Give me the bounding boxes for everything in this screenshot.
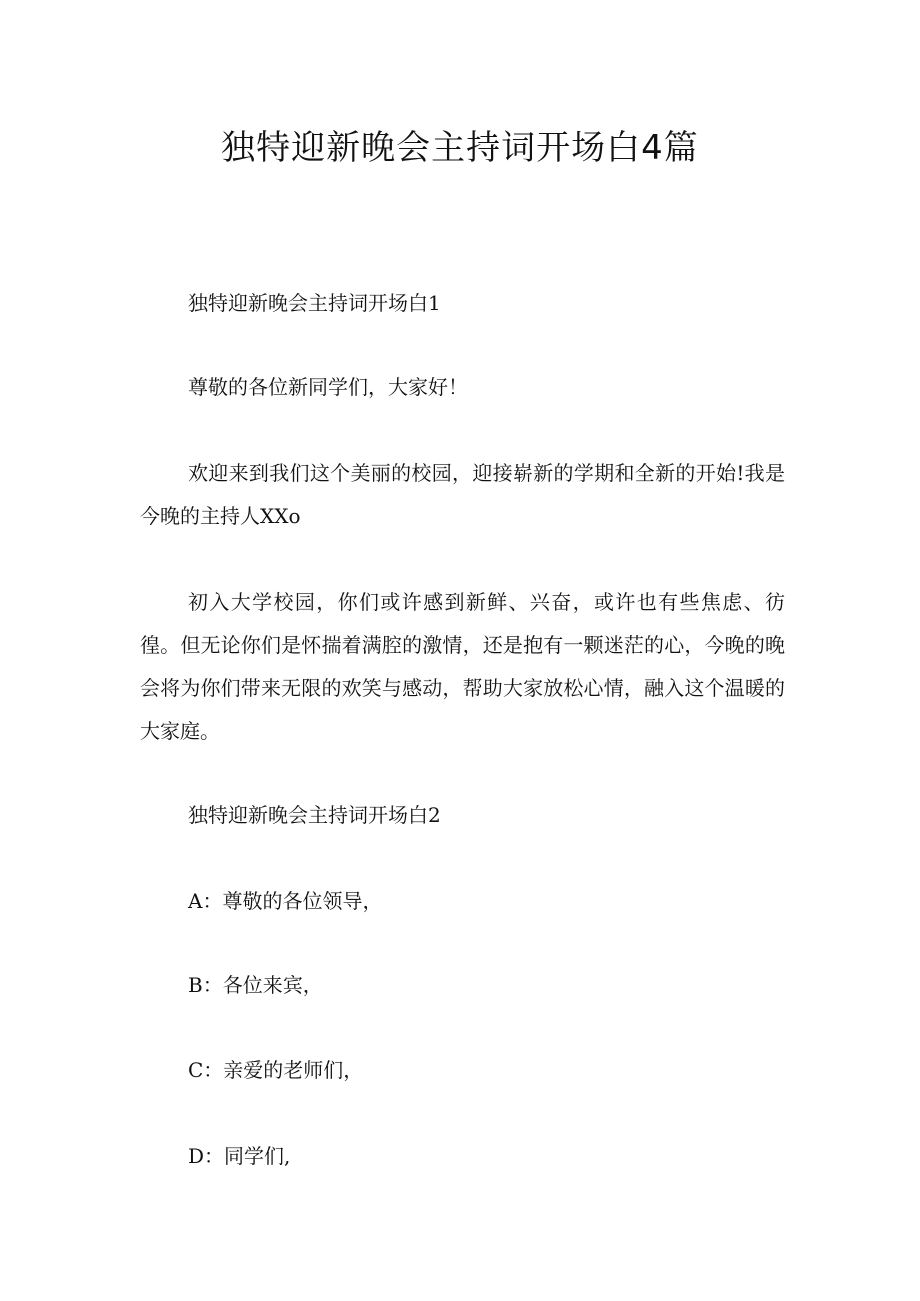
intro-paragraph: 初入大学校园，你们或许感到新鲜、兴奋，或许也有些焦虑、彷徨。但无论你们是怀揣着满腔的激情，还是抱有一颗迷茫的心，今晚的晚会将为你们带来无限的欢笑与感动，帮助大家放松心情，融入这个温暖的大家庭。 xyxy=(140,590,785,743)
welcome-paragraph: 欢迎来到我们这个美丽的校园，迎接崭新的学期和全新的开始!我是今晚的主持人XXo xyxy=(140,461,785,528)
speaker-a-line: A：尊敬的各位领导， xyxy=(188,889,383,913)
greeting-paragraph: 尊敬的各位新同学们，大家好！ xyxy=(188,375,468,399)
speaker-c-line: C：亲爱的老师们， xyxy=(188,1058,364,1082)
speaker-d-line: D：同学们, xyxy=(188,1144,291,1168)
section-heading-2: 独特迎新晚会主持词开场白2 xyxy=(188,803,441,827)
document-title: 独特迎新晚会主持词开场白4篇 xyxy=(221,128,699,168)
speaker-b-line: B：各位来宾， xyxy=(188,973,323,997)
section-heading-1: 独特迎新晚会主持词开场白1 xyxy=(188,291,441,315)
